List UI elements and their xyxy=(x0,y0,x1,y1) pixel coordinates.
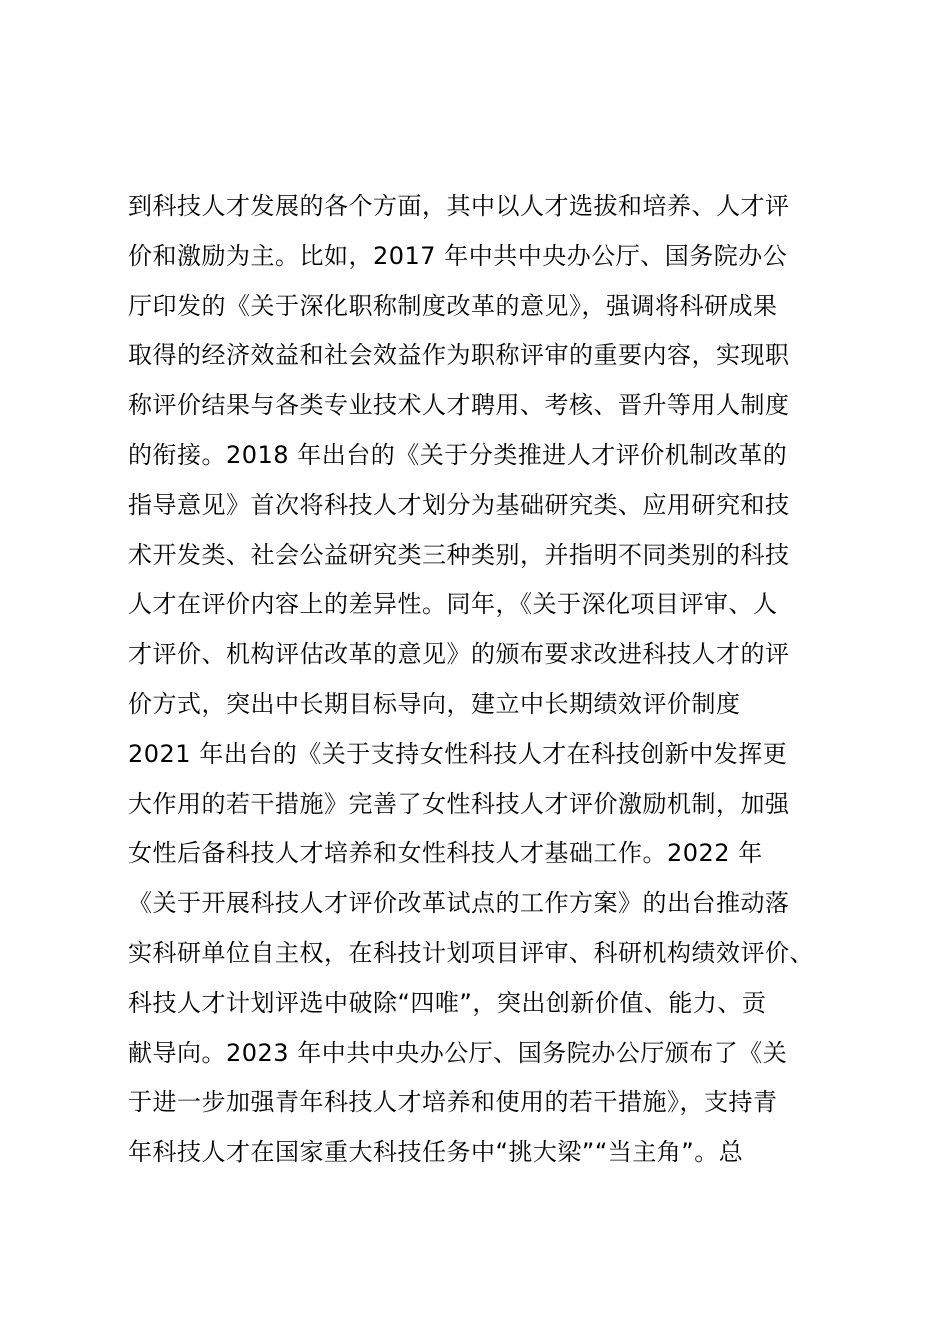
text-line: 指导意见》首次将科技人才划分为基础研究类、应用研究和技 xyxy=(128,490,790,519)
text-line: 年科技人才在国家重大科技任务中“挑大梁”“当主角”。总 xyxy=(128,1138,744,1167)
text-line: 2021 年出台的《关于支持女性科技人才在科技创新中发挥更 xyxy=(128,739,788,768)
text-line: 称评价结果与各类专业技术人才聘用、考核、晋升等用人制度 xyxy=(128,391,790,420)
text-line: 价和激励为主。比如，2017 年中共中央办公厅、国务院办公 xyxy=(128,241,788,270)
text-line: 《关于开展科技人才评价改革试点的工作方案》的出台推动落 xyxy=(128,889,790,918)
text-line: 于进一步加强青年科技人才培养和使用的若干措施》，支持青 xyxy=(128,1088,778,1117)
text-line: 大作用的若干措施》完善了女性科技人才评价激励机制，加强 xyxy=(128,789,790,818)
text-line: 才评价、机构评估改革的意见》的颁布要求改进科技人才的评 xyxy=(128,640,790,669)
text-line: 到科技人才发展的各个方面，其中以人才选拔和培养、人才评 xyxy=(128,192,790,220)
text-line: 实科研单位自主权，在科技计划项目评审、科研机构绩效评价、 xyxy=(128,938,814,967)
text-line: 价方式，突出中长期目标导向，建立中长期绩效评价制度 xyxy=(128,689,741,718)
text-line: 科技人才计划评选中破除“四唯”，突出创新价值、能力、贡 xyxy=(128,988,767,1017)
text-line: 献导向。2023 年中共中央办公厅、国务院办公厅颁布了《关 xyxy=(128,1038,788,1067)
text-line: 术开发类、社会公益研究类三种类别，并指明不同类别的科技 xyxy=(128,540,790,569)
text-line: 厅印发的《关于深化职称制度改革的意见》，强调将科研成果 xyxy=(128,291,778,320)
text-line: 人才在评价内容上的差异性。同年，《关于深化项目评审、人 xyxy=(128,590,778,619)
text-line: 取得的经济效益和社会效益作为职称评审的重要内容，实现职 xyxy=(128,341,790,370)
body-paragraph xyxy=(128,182,848,1178)
text-line: 的衔接。2018 年出台的《关于分类推进人才评价机制改革的 xyxy=(128,440,788,469)
text-line: 女性后备科技人才培养和女性科技人才基础工作。2022 年 xyxy=(128,839,763,868)
